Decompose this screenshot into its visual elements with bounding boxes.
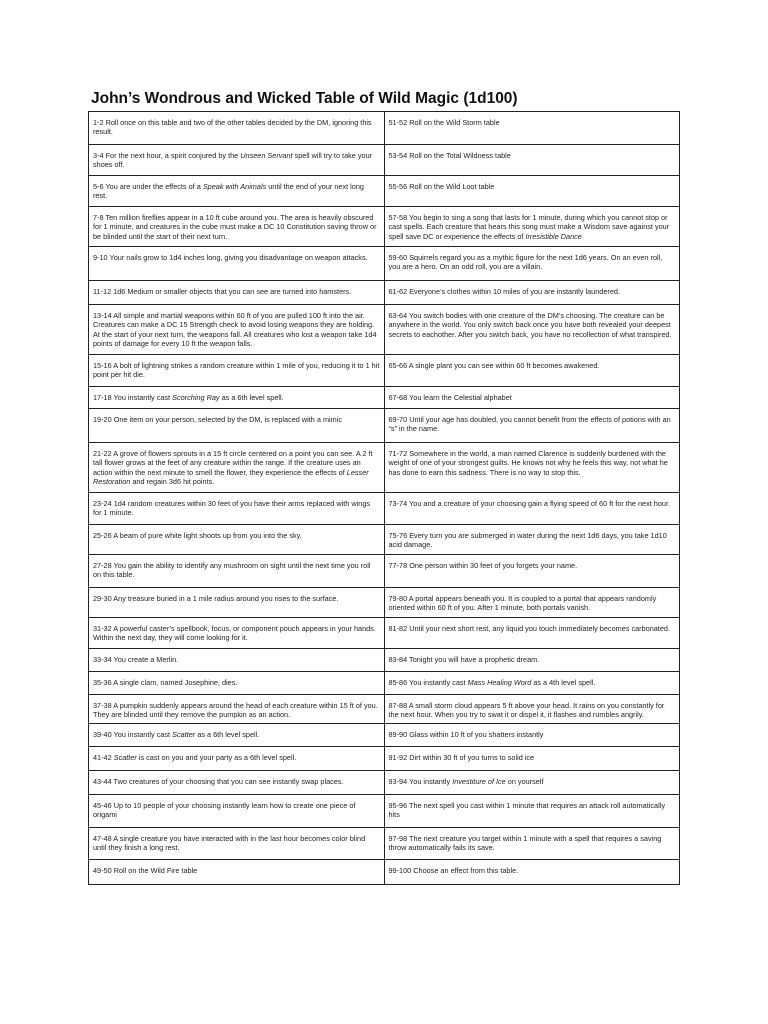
table-row (89, 305, 680, 355)
table-cell-right: 59-60 Squirrels regard you as a mythic figure for the next 1d6 years. On an even roll, you are a hero. On an odd roll, you are a villain. (384, 247, 680, 281)
table-cell-right: 87-88 A small storm cloud appears 5 ft above your head. It rains on you constantly for the next hour. When you try to swat it or dispel it, it flashes and rumbles angrily. (384, 694, 680, 724)
table-cell-left: 15-16 A bolt of lightning strikes a random creature within 1 mile of you, reducing it to 1 hit point per hit die. (89, 355, 385, 387)
spell-name: Irresistible Dance (525, 231, 582, 241)
table-row (89, 387, 680, 409)
table-cell-left: 49-50 Roll on the Wild Fire table (89, 860, 385, 885)
page-title: John’s Wondrous and Wicked Table of Wild Magic (1d100) (91, 90, 518, 107)
table-row (89, 828, 680, 860)
table-row (89, 671, 680, 694)
table-cell-right: 95-96 The next spell you cast within 1 minute that requires an attack roll automatically hits (384, 795, 680, 828)
table-cell-left: 5-6 You are under the effects of a Speak with Animals until the end of your next long rest. (89, 176, 385, 207)
table-cell-right: 83-84 Tonight you will have a prophetic dream. (384, 648, 680, 671)
spell-name: Scatter (113, 753, 137, 763)
table-row (89, 588, 680, 618)
table-row (89, 409, 680, 443)
table-cell-right: 85-86 You instantly cast Mass Healing Word as a 4th level spell. (384, 671, 680, 694)
table-row (89, 747, 680, 771)
table-body (89, 112, 680, 885)
wild-magic-table (88, 111, 680, 885)
table-row (89, 247, 680, 281)
spell-name: Scatter (172, 730, 196, 740)
table-cell-right: 53-54 Roll on the Total Wildness table (384, 145, 680, 176)
table-cell-left: 35-36 A single clam, named Josephine, dies. (89, 671, 385, 694)
table-row (89, 493, 680, 525)
table-row (89, 525, 680, 555)
table-cell-right: 75-76 Every turn you are submerged in water during the next 1d6 days, you take 1d10 acid damage. (384, 525, 680, 555)
table-row (89, 724, 680, 747)
table-row (89, 860, 680, 885)
table-cell-right: 89-90 Glass within 10 ft of you shatters instantly (384, 724, 680, 747)
table-cell-left: 17-18 You instantly cast Scorching Ray as a 6th level spell. (89, 387, 385, 409)
table-cell-right: 73-74 You and a creature of your choosing gain a flying speed of 60 ft for the next hour. (384, 493, 680, 525)
table-cell-right: 77-78 One person within 30 feet of you forgets your name. (384, 555, 680, 588)
table-cell-right: 55-56 Roll on the Wild Loot table (384, 176, 680, 207)
table-row (89, 355, 680, 387)
table-cell-right: 81-82 Until your next short rest, any liquid you touch immediately becomes carbonated. (384, 617, 680, 648)
table-row (89, 443, 680, 493)
table-cell-left: 3-4 For the next hour, a spirit conjured by the Unseen Servant spell will try to take your shoes off. (89, 145, 385, 176)
table-cell-left: 19-20 One item on your person, selected by the DM, is replaced with a mimic (89, 409, 385, 443)
table-cell-right: 79-80 A portal appears beneath you. It is coupled to a portal that appears randomly oriented within 60 ft of you. After 1 minute, both portals vanish. (384, 588, 680, 618)
table-row (89, 771, 680, 795)
table-row (89, 112, 680, 145)
table-cell-left: 39-40 You instantly cast Scatter as a 6th level spell. (89, 724, 385, 747)
spell-name: Speak with Animals (202, 182, 267, 191)
table-cell-right: 91-92 Dirt within 30 ft of you turns to solid ice (384, 747, 680, 771)
table-cell-left: 41-42 Scatter is cast on you and your party as a 6th level spell. (89, 747, 385, 771)
table-row (89, 281, 680, 305)
spell-name: Lesser Restoration (93, 467, 369, 486)
spell-name: Mass Healing Word (467, 677, 532, 687)
spell-name: Investiture of Ice (452, 777, 506, 787)
table-cell-left: 21-22 A grove of flowers sprouts in a 15 ft circle centered on a point you can see. A 2 ft tall flower grows at the feet of any creature within the range. If the creature uses an action within the next minute to smell the flower, they experience the effects of Lesser Restoration and regain 3d6 hit points. (89, 443, 385, 493)
table-cell-right: 69-70 Until your age has doubled, you cannot benefit from the effects of potions with an “s” in the name. (384, 409, 680, 443)
table-cell-left: 47-48 A single creature you have interacted with in the last hour becomes color blind until they finish a long rest. (89, 828, 385, 860)
table-row (89, 176, 680, 207)
table-cell-left: 29-30 Any treasure buried in a 1 mile radius around you rises to the surface. (89, 588, 385, 618)
table-cell-right: 65-66 A single plant you can see within 60 ft becomes awakened. (384, 355, 680, 387)
table-cell-left: 13-14 All simple and martial weapons within 60 ft of you are pulled 100 ft into the air. Creatures can make a DC 15 Strength check to avoid losing weapons they are holding. At the start of your next turn, the weapons fall. All creatures who lost a weapon take 1d4 points of damage for every 10 ft the weapon falls. (89, 305, 385, 355)
table-row (89, 207, 680, 247)
table-cell-left: 11-12 1d6 Medium or smaller objects that you can see are turned into hamsters. (89, 281, 385, 305)
table-cell-left: 31-32 A powerful caster’s spellbook, focus, or component pouch appears in your hands. Within the next day, they will come looking for it. (89, 617, 385, 648)
table-cell-left: 33-34 You create a Merlin. (89, 648, 385, 671)
table-cell-left: 27-28 You gain the ability to identify any mushroom on sight until the next time you roll on this table. (89, 555, 385, 588)
table-row (89, 795, 680, 828)
table-cell-right: 57-58 You begin to sing a song that lasts for 1 minute, during which you cannot stop or cast spells. Each creature that hears this song must make a Wisdom save against your spell save DC or experience the effects of Irresistible Dance (384, 207, 680, 247)
table-cell-right: 51-52 Roll on the Wild Storm table (384, 112, 680, 145)
table-cell-right: 61-62 Everyone’s clothes within 10 miles of you are instantly laundered. (384, 281, 680, 305)
table-cell-left: 37-38 A pumpkin suddenly appears around the head of each creature within 15 ft of you. They are blinded until they remove the pumpkin as an action. (89, 694, 385, 724)
table-cell-right: 99-100 Choose an effect from this table. (384, 860, 680, 885)
table-cell-right: 71-72 Somewhere in the world, a man named Clarence is suddenly burdened with the weight of one of your strongest guilts. He knows not why he feels this way, not what he has done to earn this sadness. There is no way to stop this. (384, 443, 680, 493)
table-cell-right: 93-94 You instantly Investiture of Ice on yourself (384, 771, 680, 795)
table-cell-left: 23-24 1d4 random creatures within 30 feet of you have their arms replaced with wings for 1 minute. (89, 493, 385, 525)
table-row (89, 555, 680, 588)
table-cell-left: 9-10 Your nails grow to 1d4 inches long, giving you disadvantage on weapon attacks. (89, 247, 385, 281)
table-row (89, 617, 680, 648)
spell-name: Scorching Ray (172, 393, 220, 402)
table-cell-left: 43-44 Two creatures of your choosing that you can see instantly swap places. (89, 771, 385, 795)
table-cell-left: 7-8 Ten million fireflies appear in a 10 ft cube around you. The area is heavily obscured for 1 minute, and creatures in the cube must make a DC 10 Constitution saving throw or be blinded until the start of their next turn. (89, 207, 385, 247)
table-cell-left: 25-26 A beam of pure white light shoots up from you into the sky. (89, 525, 385, 555)
table-cell-right: 63-64 You switch bodies with one creature of the DM’s choosing. The creature can be anywhere in the world. You only switch back once you have both revealed your deepest secrets to eachother. After you switch back, you have no recollection of what transpired. (384, 305, 680, 355)
table-cell-right: 97-98 The next creature you target within 1 minute with a spell that requires a saving throw automatically fails its save. (384, 828, 680, 860)
table-row (89, 694, 680, 724)
table-row (89, 648, 680, 671)
table-cell-left: 1-2 Roll once on this table and two of the other tables decided by the DM, ignoring this result. (89, 112, 385, 145)
spell-name: Unseen Servant (240, 151, 293, 160)
table-row (89, 145, 680, 176)
table-cell-right: 67-68 You learn the Celestial alphabet (384, 387, 680, 409)
table-cell-left: 45-46 Up to 10 people of your choosing instantly learn how to create one piece of origami (89, 795, 385, 828)
